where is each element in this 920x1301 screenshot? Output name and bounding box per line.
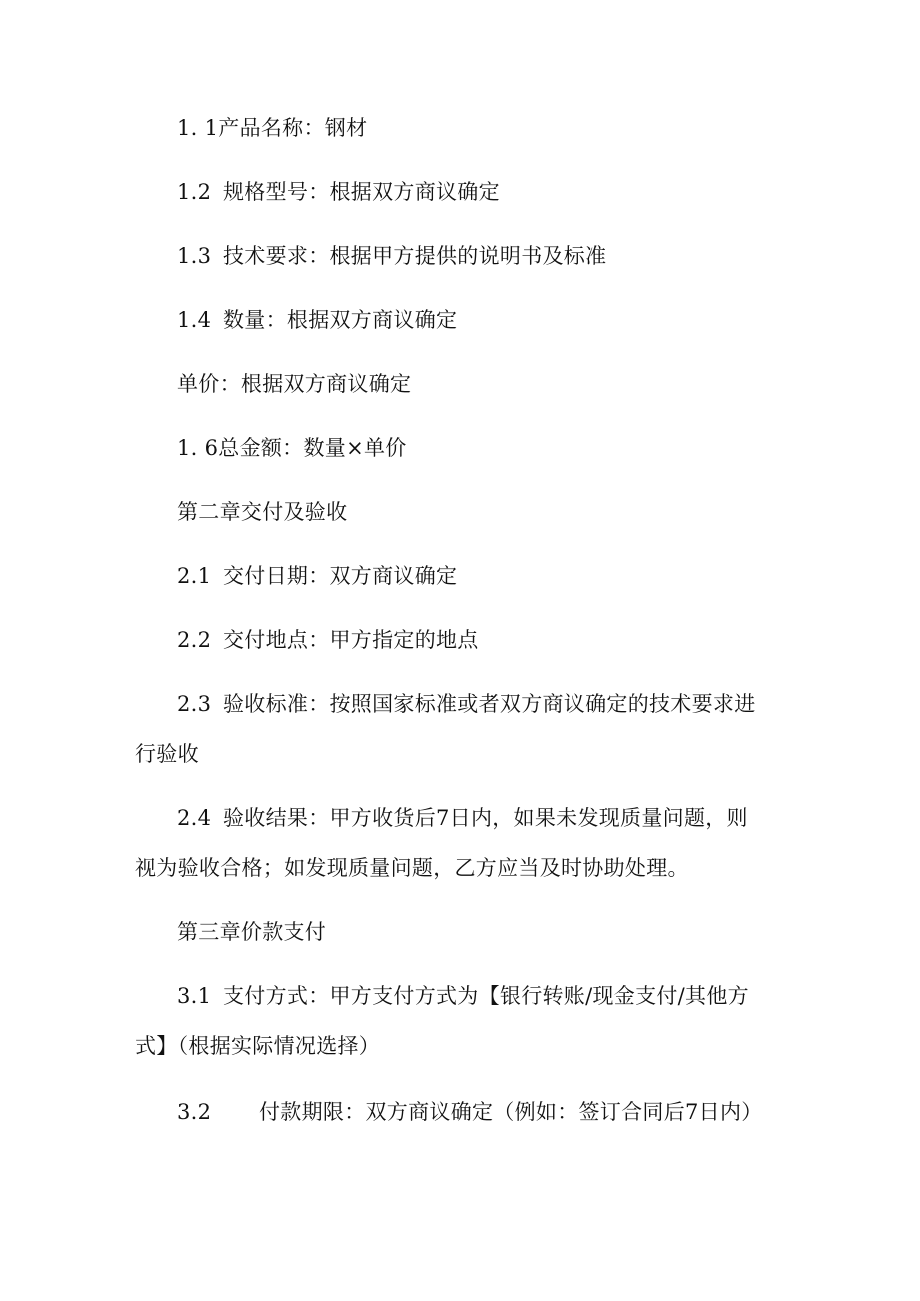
clause-1-4 bbox=[177, 307, 457, 333]
clause-2-1 bbox=[177, 563, 457, 589]
clause-2-3-text: 验收标准：按照国家标准或者双方商议确定的技术要求进 bbox=[223, 692, 756, 716]
clause-2-1-text: 交付日期：双方商议确定 bbox=[223, 564, 458, 588]
clause-3-2-text: 付款期限：双方商议确定（例如：签订合同后7日内） bbox=[259, 1100, 763, 1124]
clause-2-4-text: 验收结果：甲方收货后7日内，如果未发现质量问题，则 bbox=[223, 806, 748, 830]
clause-1-3 bbox=[177, 243, 606, 269]
clause-number: 1.2 bbox=[177, 180, 212, 204]
chapter-2-heading bbox=[177, 499, 347, 525]
clause-1-4-text: 数量：根据双方商议确定 bbox=[223, 308, 458, 332]
clause-number: 2.3 bbox=[177, 692, 212, 716]
clause-2-2-text: 交付地点：甲方指定的地点 bbox=[223, 628, 479, 652]
clause-1-3-text: 技术要求：根据甲方提供的说明书及标准 bbox=[223, 244, 607, 268]
clause-unit-price-text: 单价：根据双方商议确定 bbox=[177, 372, 412, 396]
clause-1-2-text: 规格型号：根据双方商议确定 bbox=[223, 180, 500, 204]
clause-number: 3.1 bbox=[177, 984, 212, 1008]
clause-2-3-cont-text: 行验收 bbox=[135, 742, 199, 766]
chapter-2-title: 第二章交付及验收 bbox=[177, 500, 348, 524]
clause-number: 3.2 bbox=[177, 1100, 212, 1124]
clause-2-4 bbox=[177, 805, 748, 831]
clause-2-2 bbox=[177, 627, 479, 653]
clause-number: 1.4 bbox=[177, 308, 212, 332]
clause-number: 2.1 bbox=[177, 564, 212, 588]
clause-number: 2.4 bbox=[177, 806, 212, 830]
chapter-3-heading bbox=[177, 919, 326, 945]
clause-number: 2.2 bbox=[177, 628, 212, 652]
clause-3-1-cont-text: 式】（根据实际情况选择） bbox=[135, 1034, 381, 1058]
clause-1-6 bbox=[177, 435, 407, 461]
clause-number: 1.3 bbox=[177, 244, 212, 268]
clause-2-3-continuation bbox=[135, 741, 199, 767]
clause-1-1 bbox=[177, 115, 367, 141]
clause-1-1-text: 1. 1产品名称：钢材 bbox=[177, 116, 368, 140]
clause-2-3 bbox=[177, 691, 756, 717]
clause-3-2 bbox=[177, 1099, 763, 1125]
clause-2-4-cont-text: 视为验收合格；如发现质量问题，乙方应当及时协助处理。 bbox=[135, 856, 689, 880]
clause-2-4-continuation bbox=[135, 855, 689, 881]
clause-1-2 bbox=[177, 179, 500, 205]
clause-3-1-text: 支付方式：甲方支付方式为【银行转账/现金支付/其他方 bbox=[223, 984, 749, 1008]
clause-3-1-continuation bbox=[135, 1033, 380, 1059]
chapter-3-title: 第三章价款支付 bbox=[177, 920, 327, 944]
clause-3-1 bbox=[177, 983, 749, 1009]
clause-1-6-text: 1. 6总金额：数量×单价 bbox=[177, 436, 407, 460]
clause-unit-price bbox=[177, 371, 411, 397]
